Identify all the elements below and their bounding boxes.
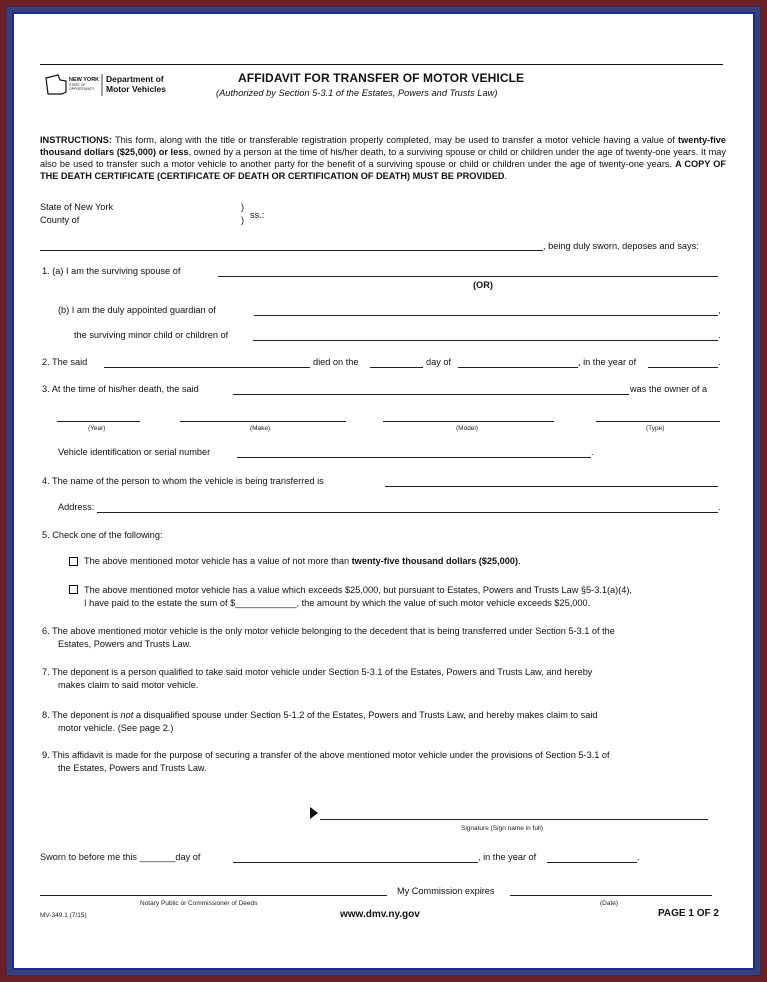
spouse-of-line[interactable] [218,276,718,277]
comma-1b: , [718,305,721,315]
notary-caption: Notary Public or Commissioner of Deeds [140,900,258,907]
ss-label: ss.: [250,210,265,220]
item-8-line2: motor vehicle. (See page 2.) [58,723,174,733]
deponent-name-line[interactable] [40,250,543,251]
date-caption: (Date) [600,900,619,907]
svg-text:OPPORTUNITY.: OPPORTUNITY. [69,87,95,91]
svg-text:NEW YORK: NEW YORK [69,77,100,83]
instructions-text-1: This form, along with the title or transferable registration properly completed, may be used to transfer a motor vehicle having a value of [111,135,678,145]
nys-logo [44,72,104,100]
dmv-url[interactable]: www.dmv.ny.gov [340,909,420,920]
sworn-year-label: , in the year of [478,852,537,862]
instructions [40,134,726,182]
day-of-label: day of [426,357,452,367]
make-caption: (Make) [250,425,271,432]
svg-text:STATE OF: STATE OF [69,83,86,87]
death-day-line[interactable] [370,367,423,368]
owner-of-label: was the owner of a [630,384,708,394]
dept-line1: Department of [106,74,164,84]
dept-line2: Motor Vehicles [106,84,166,94]
form-number: MV-349.1 (7/15) [40,912,87,919]
instructions-label: INSTRUCTIONS: [40,135,112,145]
commission-label: My Commission expires [397,886,495,896]
period-1c: . [718,330,721,340]
item-5-label: 5. Check one of the following: [42,530,163,540]
item-9-line1: 9. This affidavit is made for the purpose of securing a transfer of the above mentioned motor vehicle under the provisions of Section 5-3.1 of [42,750,610,760]
item-2-label: 2. The said [42,357,88,367]
item-6-line2: Estates, Powers and Trusts Law. [58,639,192,649]
model-caption: (Model) [456,425,479,432]
sworn-text: , being duly sworn, deposes and says: [543,241,699,251]
value-under-25000-checkbox[interactable] [69,557,78,566]
item-8-text-2: a disqualified spouse under Section 5-1.2 of the Estates, Powers and Trusts Law, and hereby makes claim to said [133,710,598,720]
address-line[interactable] [97,512,718,513]
vehicle-make-line[interactable] [180,421,346,422]
item-1b-label: (b) I am the duly appointed guardian of [58,305,216,315]
item-8-line1 [42,710,598,721]
sign-here-arrow-icon [310,807,318,819]
item-8-text-1: 8. The deponent is [42,710,121,720]
instructions-bold-2: A COPY OF THE DEATH CERTIFICATE (CERTIFICATE OF DEATH OR CERTIFICATION OF DEATH) MUST BE PROVIDED [40,159,726,181]
item-9-line2: the Estates, Powers and Trusts Law. [58,763,207,773]
guardian-of-line[interactable] [254,315,718,316]
period-vin: . [591,447,594,457]
commission-date-line[interactable] [510,895,712,896]
item-8-italic: not [120,710,134,720]
instructions-text-2: , owned by a person at the time of his/her death, to a surviving spouse or child or children under the age of twenty-one years. It may also be used to transfer such a motor vehicle to another party for the benefit of a surviving spouse or child or children under the age of twenty-one years. [40,147,726,169]
year-of-label: , in the year of [578,357,637,367]
item-5b-line2: I have paid to the estate the sum of $____________, the amount by which the value of such motor vehicle exceeds $25,000. [84,598,591,608]
period-address: . [718,502,721,512]
item-5b-line1: The above mentioned motor vehicle has a value which exceeds $25,000, but pursuant to Estates, Powers and Trusts Law §5-3.1(a)(4), [84,585,632,595]
transferee-name-line[interactable] [385,486,718,487]
sworn-before-label: Sworn to before me this _______day of [40,852,201,862]
signature-line[interactable] [320,819,708,820]
address-label: Address: [58,502,95,512]
period-sworn: . [637,852,640,862]
item-5a-bold: twenty-five thousand dollars ($25,000) [351,556,519,566]
item-5a-text-2: . [518,556,521,566]
item-1a-label: 1. (a) I am the surviving spouse of [42,266,181,276]
item-6-line1: 6. The above mentioned motor vehicle is the only motor vehicle belonging to the decedent that is being transferred under Section 5-3.1 of the [42,626,615,636]
value-over-25000-checkbox[interactable] [69,585,78,594]
vehicle-year-line[interactable] [57,421,140,422]
item-7-line2: makes claim to said motor vehicle. [58,680,199,690]
vin-label: Vehicle identification or serial number [58,447,211,457]
paren-1: ) [241,202,245,212]
vehicle-type-line[interactable] [596,421,720,422]
county-label: County of [40,215,80,225]
death-month-line[interactable] [458,367,578,368]
item-4-label: 4. The name of the person to whom the vehicle is being transferred is [42,476,324,486]
item-5a-text [84,556,521,567]
vin-line[interactable] [237,457,591,458]
owner-name-line[interactable] [233,394,629,395]
form-title: AFFIDAVIT FOR TRANSFER OF MOTOR VEHICLE [238,71,525,85]
vehicle-model-line[interactable] [383,421,554,422]
type-caption: (Type) [646,425,665,432]
item-5a-text-1: The above mentioned motor vehicle has a value of not more than [84,556,352,566]
department-name [106,74,166,94]
item-1c-label: the surviving minor child or children of [74,330,229,340]
paren-2: ) [241,215,245,225]
sworn-year-line[interactable] [547,862,637,863]
item-7-line1: 7. The deponent is a person qualified to take said motor vehicle under Section 5-3.1 of the Estates, Powers and Trusts Law, and hereby [42,667,593,677]
child-of-line[interactable] [253,340,718,341]
item-3-label: 3. At the time of his/her death, the said [42,384,199,394]
notary-signature-line[interactable] [40,895,387,896]
sworn-month-line[interactable] [233,862,478,863]
period-2: . [718,357,721,367]
died-on-label: died on the [313,357,359,367]
header-rule [40,64,723,65]
form-subtitle: (Authorized by Section 5-3.1 of the Estates, Powers and Trusts Law) [216,88,498,98]
decedent-name-line[interactable] [104,367,310,368]
state-label: State of New York [40,202,114,212]
signature-caption: Signature (Sign name in full) [461,825,544,832]
page-number: PAGE 1 OF 2 [658,908,719,919]
death-year-line[interactable] [648,367,718,368]
year-caption: (Year) [88,425,106,432]
instructions-bold-1: twenty-five thousand dollars ($25,000) or less [40,135,726,157]
instructions-text-3: . [504,171,508,181]
or-label: (OR) [473,280,493,290]
